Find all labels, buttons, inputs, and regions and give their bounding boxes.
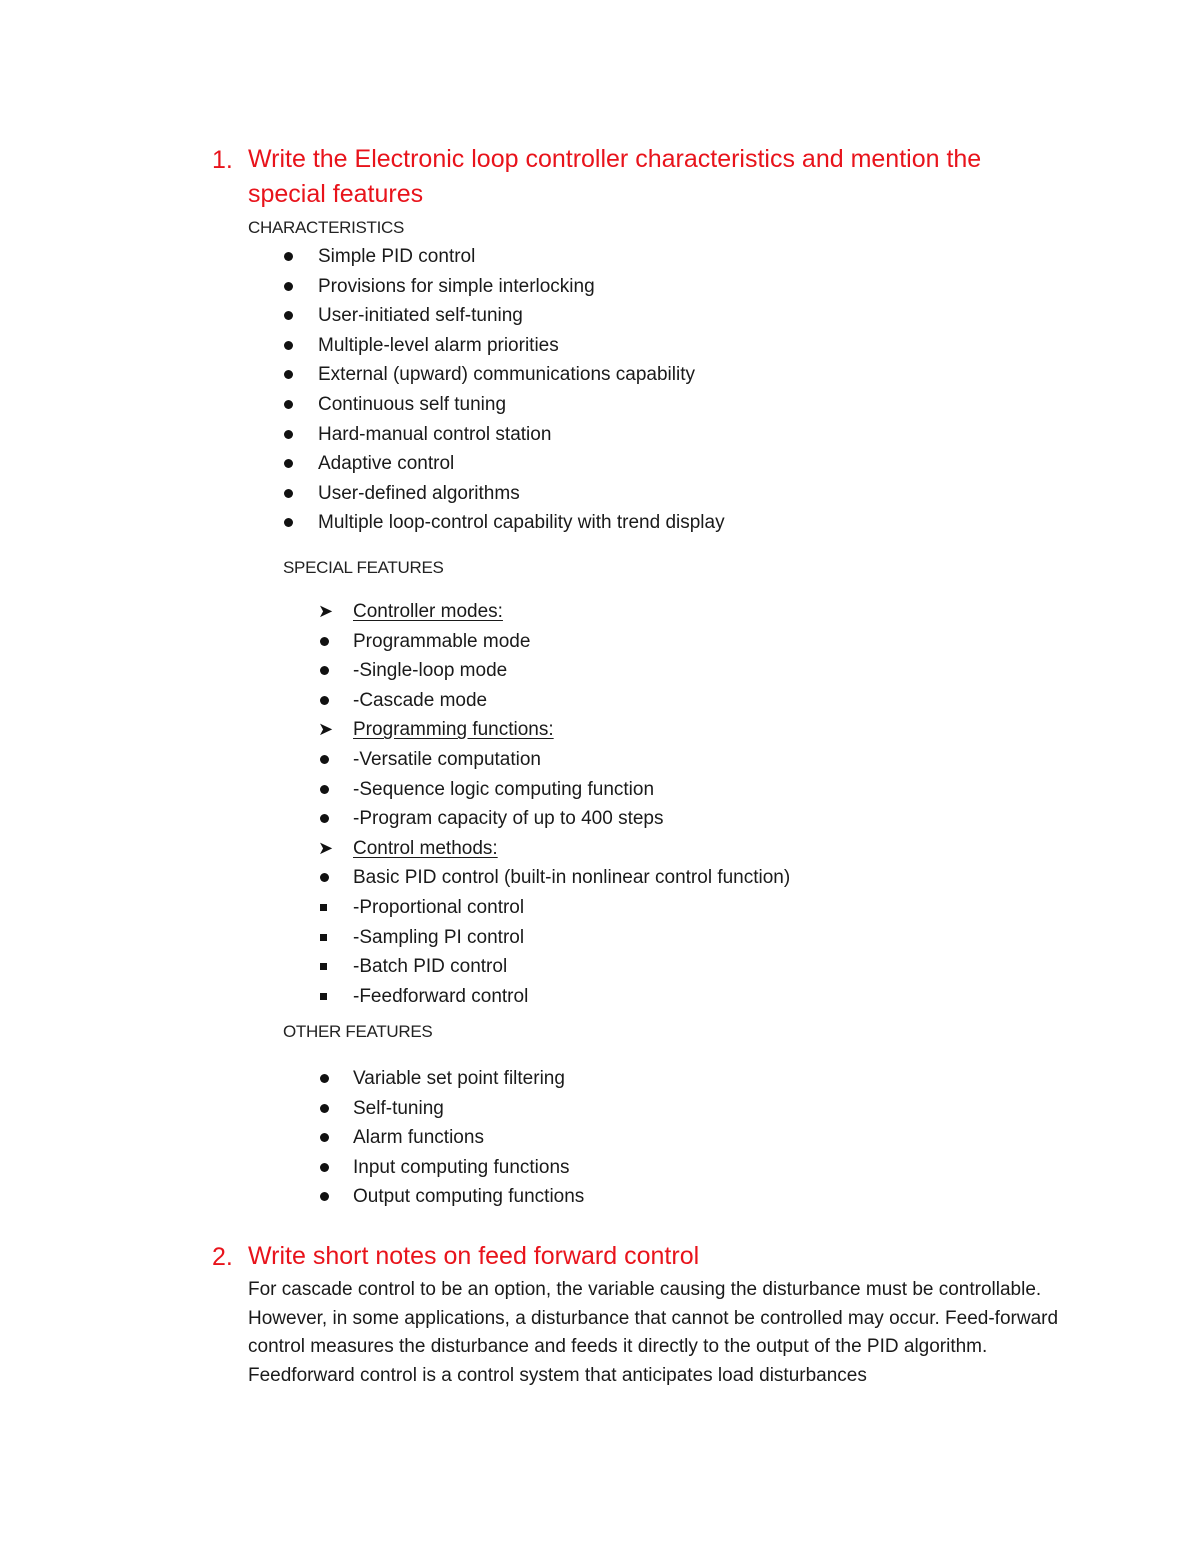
list-item-text: Alarm functions (353, 1127, 484, 1149)
list-item-text: User-defined algorithms (318, 482, 520, 504)
dot-bullet-icon (320, 1192, 329, 1201)
dot-bullet-icon (284, 430, 293, 439)
list-item-text: Programming functions: (353, 719, 554, 741)
list-item-text: Variable set point filtering (353, 1068, 565, 1089)
list-item-text: Self-tuning (353, 1097, 444, 1119)
dot-bullet-icon (284, 341, 293, 350)
feedforward-paragraph: For cascade control to be an option, the variable causing the disturbance must be controllable. However, in some applications, a disturbance that cannot be controlled may occur. Feed-forward control measures the disturbance and feeds it directly to the output of the PID algorithm. Feedforward control is a control system that anticipates load disturbances (248, 1279, 1059, 1386)
dot-bullet-icon (320, 1074, 329, 1083)
dot-bullet-icon (320, 1163, 329, 1172)
list-item-text: -Program capacity of up to 400 steps (353, 808, 664, 830)
square-bullet-icon (320, 904, 327, 911)
characteristics-label: CHARACTERISTICS (248, 218, 405, 237)
list-item-text: Hard-manual control station (318, 423, 552, 445)
dot-bullet-icon (284, 400, 293, 409)
list-item-text: -Feedforward control (353, 985, 529, 1007)
question-1-title (248, 142, 1048, 212)
list-item-text: -Sequence logic computing function (353, 778, 655, 800)
question-2-title: Write short notes on feed forward control (248, 1242, 700, 1270)
question-1-title-line2: special features (248, 180, 424, 208)
list-item-text: -Proportional control (353, 896, 525, 918)
dot-bullet-icon (284, 459, 293, 468)
arrow-bullet-icon: ➤ (318, 837, 334, 858)
arrow-bullet-icon: ➤ (318, 719, 334, 740)
list-item-text: Input computing functions (353, 1156, 570, 1178)
special-features-label: SPECIAL FEATURES (283, 558, 444, 577)
dot-bullet-icon (284, 252, 293, 261)
dot-bullet-icon (320, 814, 329, 823)
dot-bullet-icon (320, 696, 329, 705)
square-bullet-icon (320, 963, 327, 970)
square-bullet-icon (320, 934, 327, 941)
dot-bullet-icon (284, 518, 293, 527)
list-item-text: Simple PID control (318, 246, 476, 267)
question-1-number: 1. (212, 146, 233, 174)
question-2-number: 2. (212, 1243, 233, 1271)
list-item-text: Control methods: (353, 837, 498, 859)
dot-bullet-icon (284, 370, 293, 379)
dot-bullet-icon (320, 873, 329, 882)
square-bullet-icon (320, 993, 327, 1000)
arrow-bullet-icon: ➤ (318, 601, 334, 621)
dot-bullet-icon (320, 1133, 329, 1142)
list-item-text: -Sampling PI control (353, 926, 525, 948)
dot-bullet-icon (320, 755, 329, 764)
list-item-text: -Batch PID control (353, 956, 508, 978)
other-features-label: OTHER FEATURES (283, 1022, 433, 1041)
list-item-text: Multiple loop-control capability with trend display (318, 512, 725, 534)
dot-bullet-icon (284, 282, 293, 291)
list-item-text: Programmable mode (353, 630, 531, 652)
dot-bullet-icon (320, 637, 329, 646)
dot-bullet-icon (320, 785, 329, 794)
list-item-text: Output computing functions (353, 1186, 585, 1208)
list-item-text: Adaptive control (318, 453, 455, 475)
dot-bullet-icon (320, 1104, 329, 1113)
list-item-text: Controller modes: (353, 601, 503, 622)
list-item-text: Continuous self tuning (318, 393, 507, 415)
list-item-text: Basic PID control (built-in nonlinear control function) (353, 867, 791, 889)
list-item-text: Multiple-level alarm priorities (318, 334, 559, 356)
list-item-text: External (upward) communications capability (318, 364, 695, 386)
list-item-text: -Versatile computation (353, 748, 541, 770)
dot-bullet-icon (284, 489, 293, 498)
question-1-title-line1: Write the Electronic loop controller characteristics and mention the (248, 145, 982, 173)
list-item-text: Provisions for simple interlocking (318, 275, 595, 297)
list-item-text: -Single-loop mode (353, 660, 508, 682)
list-item-text: -Cascade mode (353, 689, 488, 711)
dot-bullet-icon (284, 311, 293, 320)
dot-bullet-icon (320, 666, 329, 675)
list-item-text: User-initiated self-tuning (318, 305, 523, 327)
